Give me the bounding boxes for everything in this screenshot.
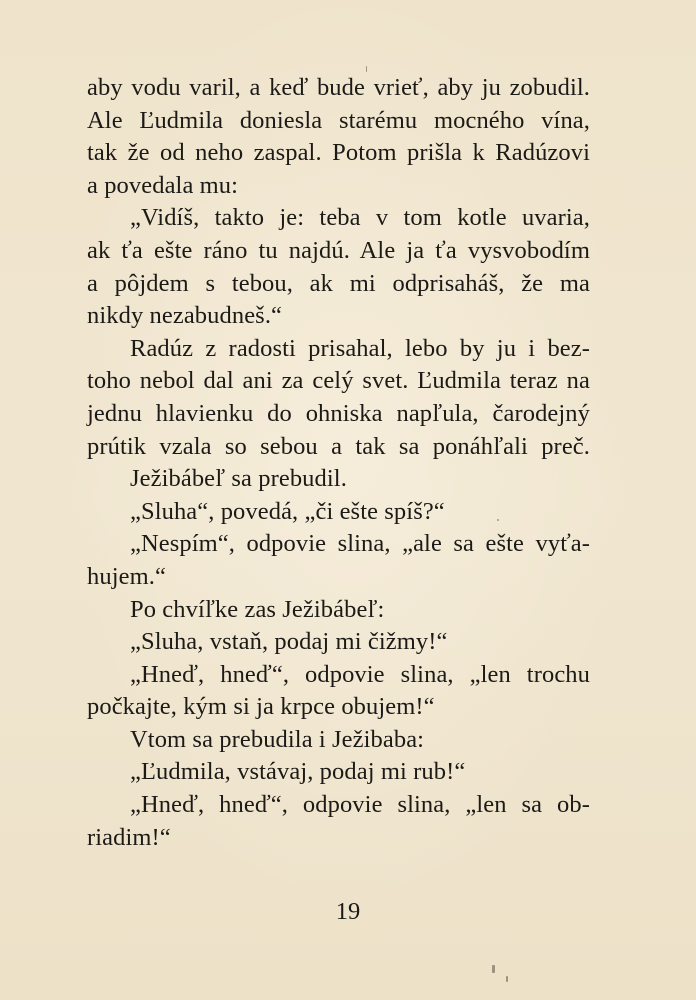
paper-speck (492, 965, 495, 973)
text-line: Ježibábeľ sa prebudil. (130, 465, 347, 493)
text-line: riadim!“ (87, 823, 171, 851)
text-line: Ale Ľudmila doniesla starému mocného vína, (87, 106, 590, 134)
text-line: jednu hlavienku do ohniska napľula, čarodejný (87, 399, 590, 427)
text-line: tak že od neho zaspal. Potom prišla k Radúzovi (87, 139, 590, 167)
text-line: a povedala mu: (87, 171, 239, 199)
text-line: „Sluha, vstaň, podaj mi čižmy!“ (130, 628, 448, 656)
text-line: „Vidíš, takto je: teba v tom kotle uvaria, (130, 204, 590, 232)
text-line: „Hneď, hneď“, odpovie slina, „len trochu (130, 660, 590, 688)
text-line: Po chvíľke zas Ježibábeľ: (130, 595, 385, 623)
text-line: počkajte, kým si ja krpce obujem!“ (87, 693, 435, 721)
text-line: „Sluha“, povedá, „či ešte spíš?“ (130, 497, 445, 525)
paper-speck (366, 66, 367, 72)
paper-speck (506, 976, 508, 982)
text-line: Radúz z radosti prisahal, lebo by ju i bez- (130, 334, 590, 362)
text-line: toho nebol dal ani za celý svet. Ľudmila teraz na (87, 367, 590, 395)
text-line: „Hneď, hneď“, odpovie slina, „len sa ob- (130, 791, 590, 819)
text-line: prútik vzala so sebou a tak sa ponáhľali preč. (87, 432, 590, 460)
text-line: nikdy nezabudneš.“ (87, 302, 283, 330)
text-line: Vtom sa prebudila i Ježibaba: (130, 725, 425, 753)
text-line: ak ťa ešte ráno tu najdú. Ale ja ťa vysvobodím (87, 236, 590, 264)
body-text (87, 72, 590, 854)
text-line: „Ľudmila, vstávaj, podaj mi rub!“ (130, 758, 466, 786)
paper-speck (497, 519, 499, 521)
text-line: hujem.“ (87, 562, 166, 590)
text-line: aby vodu varil, a keď bude vrieť, aby ju zobudil. (87, 74, 590, 101)
text-line: „Nespím“, odpovie slina, „ale sa ešte vyťa- (130, 530, 590, 558)
page-number: 19 (335, 898, 361, 925)
text-line: a pôjdem s tebou, ak mi odprisaháš, že ma (87, 269, 590, 297)
